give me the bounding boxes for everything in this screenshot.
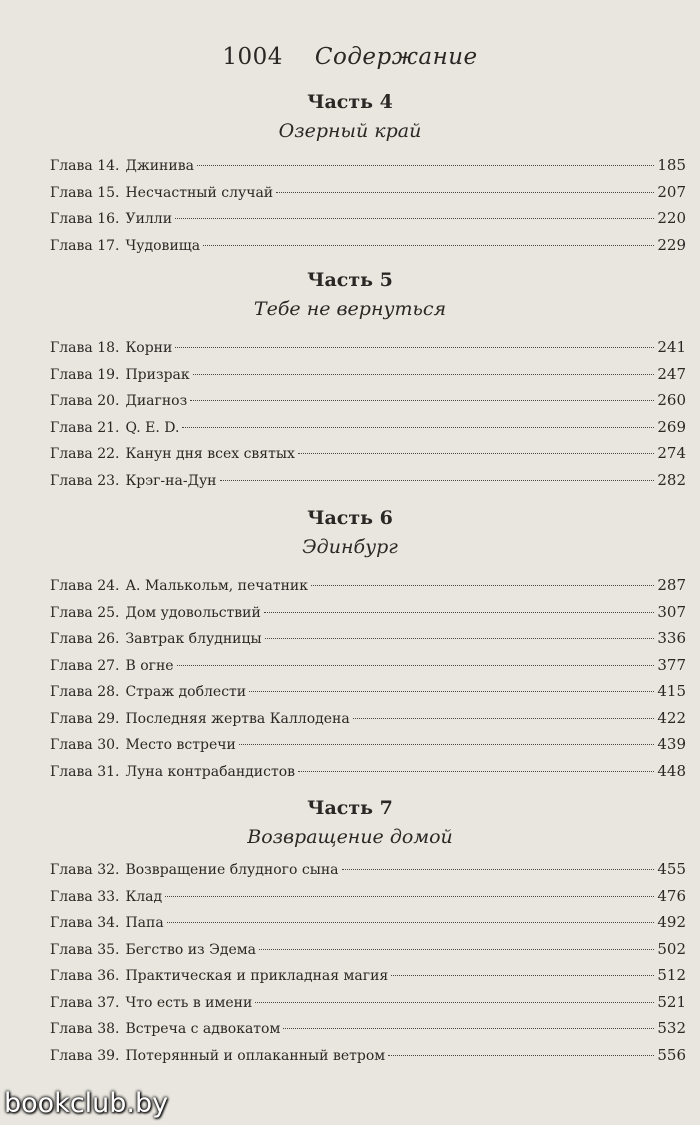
page-ref: 448 bbox=[657, 761, 686, 780]
dot-leader bbox=[342, 869, 655, 870]
dot-leader bbox=[175, 347, 654, 348]
page-ref: 422 bbox=[657, 708, 686, 727]
toc-entry[interactable] bbox=[50, 962, 686, 989]
page-ref: 377 bbox=[657, 655, 686, 674]
page-ref: 269 bbox=[657, 417, 686, 436]
toc-list bbox=[50, 152, 686, 258]
page-ref: 260 bbox=[657, 391, 686, 409]
dot-leader bbox=[182, 427, 654, 428]
page-ref: 185 bbox=[657, 156, 686, 174]
chapter-title: Диагноз bbox=[125, 393, 188, 409]
page-ref: 492 bbox=[657, 913, 686, 931]
chapter-number: Глава 17. bbox=[50, 237, 120, 254]
dot-leader bbox=[298, 453, 654, 454]
page-ref: 415 bbox=[657, 682, 686, 700]
dot-leader bbox=[239, 744, 655, 745]
toc-entry[interactable] bbox=[50, 989, 686, 1016]
page-ref: 502 bbox=[657, 939, 686, 958]
chapter-title: Встреча с адвокатом bbox=[125, 1021, 281, 1037]
toc-entry[interactable] bbox=[50, 731, 686, 758]
chapter-number: Глава 27. bbox=[50, 657, 120, 674]
page-ref: 439 bbox=[657, 735, 686, 753]
page-ref: 512 bbox=[657, 966, 686, 984]
toc-entry[interactable] bbox=[50, 758, 686, 785]
toc-entry[interactable] bbox=[50, 599, 686, 626]
part-title: Возвращение домой bbox=[247, 826, 453, 848]
chapter-title: Чудовища bbox=[125, 237, 201, 254]
toc-entry[interactable] bbox=[50, 856, 686, 883]
chapter-title: Несчастный случай bbox=[125, 184, 274, 201]
chapter-number: Глава 37. bbox=[50, 994, 120, 1011]
chapter-title: Место встречи bbox=[125, 737, 236, 753]
toc-entry[interactable] bbox=[50, 625, 686, 652]
dot-leader bbox=[175, 218, 654, 219]
toc-entry[interactable] bbox=[50, 414, 686, 441]
page-header bbox=[0, 44, 700, 70]
page-ref: 229 bbox=[657, 235, 686, 254]
chapter-number: Глава 25. bbox=[50, 604, 120, 621]
chapter-number: Глава 15. bbox=[50, 184, 120, 201]
chapter-number: Глава 29. bbox=[50, 710, 120, 727]
page-ref: 521 bbox=[657, 992, 686, 1011]
chapter-title: Луна контрабандистов bbox=[125, 763, 296, 780]
chapter-title: Уилли bbox=[125, 211, 173, 227]
dot-leader bbox=[391, 975, 654, 976]
toc-list bbox=[50, 334, 686, 493]
dot-leader bbox=[264, 612, 655, 613]
dot-leader bbox=[177, 665, 655, 666]
dot-leader bbox=[255, 1002, 654, 1003]
part-label: Часть 7 bbox=[307, 797, 393, 819]
page-ref: 307 bbox=[657, 602, 686, 621]
chapter-number: Глава 38. bbox=[50, 1021, 120, 1037]
toc-entry[interactable] bbox=[50, 152, 686, 179]
toc-entry[interactable] bbox=[50, 652, 686, 679]
dot-leader bbox=[353, 718, 655, 719]
dot-leader bbox=[265, 638, 655, 639]
page-ref: 532 bbox=[657, 1019, 686, 1037]
part-heading bbox=[0, 90, 700, 144]
chapter-title: В огне bbox=[125, 657, 174, 674]
dot-leader bbox=[283, 1028, 654, 1029]
toc-entry[interactable] bbox=[50, 909, 686, 936]
dot-leader bbox=[167, 922, 655, 923]
page-ref: 247 bbox=[657, 364, 686, 383]
chapter-title: Завтрак блудницы bbox=[125, 631, 262, 647]
toc-entry[interactable] bbox=[50, 936, 686, 963]
chapter-number: Глава 24. bbox=[50, 578, 120, 594]
toc-list bbox=[50, 856, 686, 1068]
chapter-title: Потерянный и оплаканный ветром bbox=[125, 1047, 386, 1064]
toc-entry[interactable] bbox=[50, 1015, 686, 1042]
chapter-title: Канун дня всех святых bbox=[125, 446, 295, 462]
dot-leader bbox=[388, 1055, 654, 1056]
toc-entry[interactable] bbox=[50, 1042, 686, 1069]
toc-entry[interactable] bbox=[50, 440, 686, 467]
dot-leader bbox=[165, 896, 654, 897]
chapter-title: Q. E. D. bbox=[125, 419, 180, 436]
chapter-number: Глава 28. bbox=[50, 684, 120, 700]
part-heading bbox=[0, 506, 700, 560]
toc-entry[interactable] bbox=[50, 883, 686, 910]
dot-leader bbox=[193, 374, 655, 375]
page-title: Содержание bbox=[314, 44, 478, 70]
chapter-number: Глава 18. bbox=[50, 340, 120, 356]
page-ref: 556 bbox=[657, 1045, 686, 1064]
part-title: Тебе не вернуться bbox=[253, 298, 447, 320]
part-title: Эдинбург bbox=[302, 536, 398, 558]
chapter-number: Глава 33. bbox=[50, 888, 120, 905]
dot-leader bbox=[259, 949, 654, 950]
chapter-title: Крэг-на-Дун bbox=[125, 472, 217, 489]
chapter-number: Глава 22. bbox=[50, 446, 120, 462]
toc-entry[interactable] bbox=[50, 232, 686, 259]
page-ref: 336 bbox=[657, 629, 686, 647]
chapter-number: Глава 26. bbox=[50, 631, 120, 647]
chapter-title: Возвращение блудного сына bbox=[125, 862, 339, 878]
chapter-number: Глава 35. bbox=[50, 941, 120, 958]
dot-leader bbox=[203, 245, 654, 246]
chapter-title: А. Малькольм, печатник bbox=[125, 578, 309, 594]
chapter-number: Глава 23. bbox=[50, 472, 120, 489]
toc-entry[interactable] bbox=[50, 387, 686, 414]
chapter-number: Глава 20. bbox=[50, 393, 120, 409]
chapter-title: Корни bbox=[125, 340, 173, 356]
dot-leader bbox=[311, 585, 654, 586]
chapter-number: Глава 32. bbox=[50, 862, 120, 878]
chapter-number: Глава 39. bbox=[50, 1047, 120, 1064]
chapter-title: Призрак bbox=[125, 366, 190, 383]
chapter-title: Папа bbox=[125, 915, 164, 931]
part-title: Озерный край bbox=[278, 120, 422, 142]
chapter-title: Клад bbox=[125, 888, 163, 905]
page-ref: 241 bbox=[657, 338, 686, 356]
chapter-title: Бегство из Эдема bbox=[125, 941, 256, 958]
chapter-title: Страж доблести bbox=[125, 684, 247, 700]
page-ref: 287 bbox=[657, 576, 686, 594]
chapter-title: Практическая и прикладная магия bbox=[125, 968, 389, 984]
part-label: Часть 4 bbox=[307, 91, 393, 113]
page-ref: 207 bbox=[657, 182, 686, 201]
page-ref: 274 bbox=[657, 444, 686, 462]
dot-leader bbox=[190, 400, 654, 401]
toc-entry[interactable] bbox=[50, 678, 686, 705]
toc-entry[interactable] bbox=[50, 467, 686, 494]
page-ref: 455 bbox=[657, 860, 686, 878]
chapter-number: Глава 14. bbox=[50, 158, 120, 174]
dot-leader bbox=[197, 165, 654, 166]
part-label: Часть 6 bbox=[307, 507, 393, 529]
dot-leader bbox=[276, 192, 654, 193]
page-ref: 282 bbox=[657, 470, 686, 489]
dot-leader bbox=[249, 691, 654, 692]
dot-leader bbox=[220, 480, 655, 481]
toc-entry[interactable] bbox=[50, 705, 686, 732]
toc-entry[interactable] bbox=[50, 179, 686, 206]
chapter-title: Что есть в имени bbox=[125, 994, 253, 1011]
chapter-number: Глава 31. bbox=[50, 763, 120, 780]
part-heading bbox=[0, 268, 700, 322]
chapter-number: Глава 36. bbox=[50, 968, 120, 984]
chapter-number: Глава 30. bbox=[50, 737, 120, 753]
toc-entry[interactable] bbox=[50, 572, 686, 599]
toc-entry[interactable] bbox=[50, 361, 686, 388]
watermark: bookclub.by bbox=[4, 1088, 169, 1119]
page-ref: 476 bbox=[657, 886, 686, 905]
page-number: 1004 bbox=[222, 44, 283, 70]
chapter-title: Дом удовольствий bbox=[125, 604, 261, 621]
chapter-number: Глава 21. bbox=[50, 419, 120, 436]
chapter-number: Глава 16. bbox=[50, 211, 120, 227]
chapter-number: Глава 19. bbox=[50, 366, 120, 383]
dot-leader bbox=[298, 771, 654, 772]
toc-list bbox=[50, 572, 686, 784]
toc-entry[interactable] bbox=[50, 334, 686, 361]
part-label: Часть 5 bbox=[307, 269, 393, 291]
chapter-number: Глава 34. bbox=[50, 915, 120, 931]
chapter-title: Джинива bbox=[125, 158, 194, 174]
toc-entry[interactable] bbox=[50, 205, 686, 232]
part-heading bbox=[0, 796, 700, 850]
chapter-title: Последняя жертва Каллодена bbox=[125, 710, 350, 727]
page-ref: 220 bbox=[657, 209, 686, 227]
